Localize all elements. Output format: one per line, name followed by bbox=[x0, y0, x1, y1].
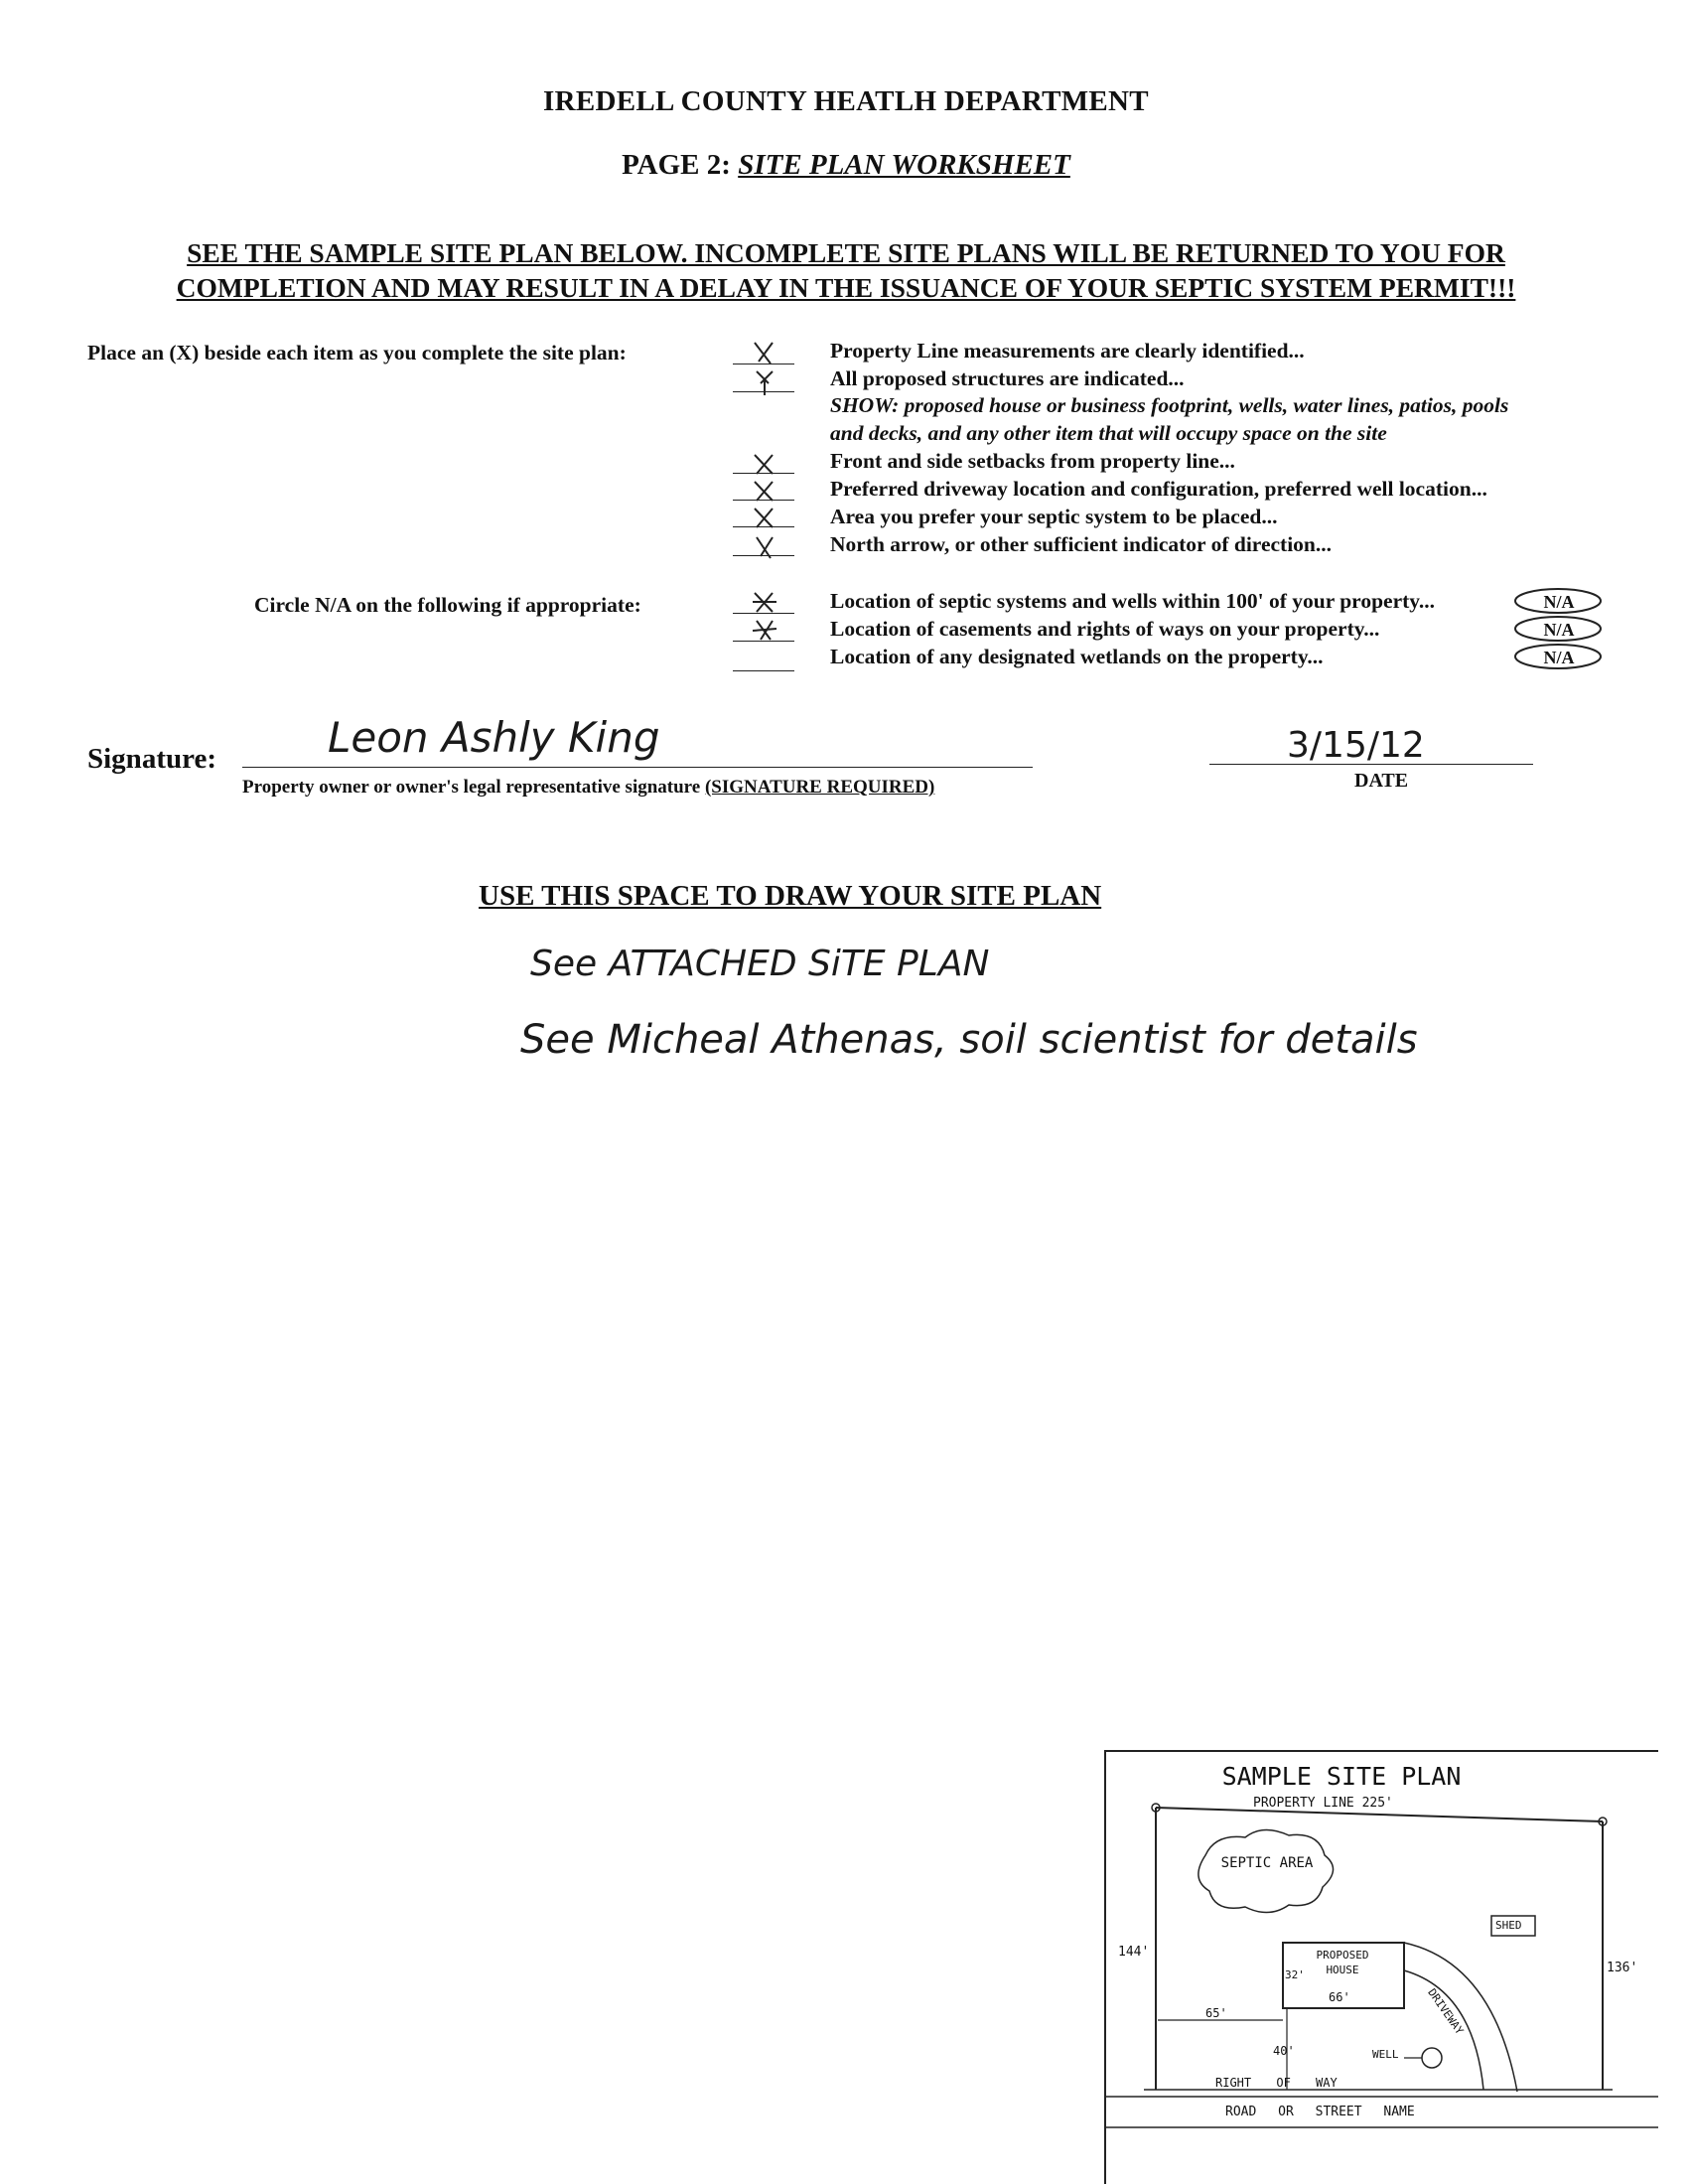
signature-caption-text: Property owner or owner's legal representative signature bbox=[242, 777, 701, 798]
warning-line-1: SEE THE SAMPLE SITE PLAN BELOW. INCOMPLETE SITE PLANS WILL BE RETURNED TO YOU FOR bbox=[187, 237, 1505, 268]
sample-house-label-2: HOUSE bbox=[1326, 1964, 1359, 1976]
checklist-item-show-note-2: and decks, and any other item that will occupy space on the site bbox=[830, 421, 1387, 445]
sample-shed-label: SHED bbox=[1495, 1919, 1522, 1932]
signature-required-note: (SIGNATURE REQUIRED) bbox=[704, 777, 935, 798]
sample-side-setback: 65' bbox=[1205, 2006, 1227, 2020]
sample-left-dimension: 144' bbox=[1118, 1945, 1150, 1960]
sample-front-setback: 40' bbox=[1273, 2044, 1295, 2058]
sample-road-label: ROAD OR STREET NAME bbox=[1225, 2105, 1415, 2119]
signature-line[interactable] bbox=[242, 767, 1033, 768]
na-item-wetlands: Location of any designated wetlands on the property... bbox=[830, 645, 1324, 668]
checklist-item-septic-area: Area you prefer your septic system to be placed... bbox=[830, 505, 1278, 528]
sample-right-of-way-label: RIGHT OF WAY bbox=[1215, 2076, 1338, 2090]
sample-house-label-1: PROPOSED bbox=[1316, 1949, 1369, 1962]
checklist-instruction: Place an (X) beside each item as you complete the site plan: bbox=[87, 341, 627, 364]
checklist-item-show-note-1: SHOW: proposed house or business footprint, wells, water lines, patios, pools bbox=[830, 393, 1509, 417]
date-label: DATE bbox=[1354, 770, 1409, 792]
signature-caption bbox=[242, 777, 934, 799]
checklist-item-property-line: Property Line measurements are clearly identified... bbox=[830, 339, 1305, 363]
x-mark-icon bbox=[747, 452, 780, 478]
na-item-easements: Location of casements and rights of ways on your property... bbox=[830, 617, 1380, 641]
checklist-item-structures: All proposed structures are indicated... bbox=[830, 366, 1185, 390]
x-mark-icon bbox=[747, 479, 780, 505]
department-title: IREDELL COUNTY HEATLH DEPARTMENT bbox=[543, 85, 1149, 117]
na-option-septic-wells[interactable] bbox=[1519, 589, 1599, 615]
na-option-easements[interactable] bbox=[1519, 617, 1599, 643]
handwritten-note-attached: See ATTACHED SiTE PLAN bbox=[530, 944, 990, 984]
x-mark-icon bbox=[747, 618, 780, 644]
sample-right-dimension: 136' bbox=[1607, 1961, 1638, 1975]
sample-property-line-label: PROPERTY LINE 225' bbox=[1253, 1796, 1393, 1811]
na-label: N/A bbox=[1543, 592, 1575, 612]
date-handwriting: 3/15/12 bbox=[1287, 725, 1425, 766]
na-label: N/A bbox=[1543, 620, 1575, 640]
warning-line-2: COMPLETION AND MAY RESULT IN A DELAY IN THE ISSUANCE OF YOUR SEPTIC SYSTEM PERMIT!!! bbox=[176, 272, 1516, 303]
handwritten-note-scientist: See Micheal Athenas, soil scientist for details bbox=[520, 1017, 1418, 1063]
page-title bbox=[0, 149, 1692, 182]
sample-house-depth: 32' bbox=[1285, 1968, 1305, 1981]
sample-site-plan bbox=[1104, 1750, 1658, 2184]
na-option-wetlands[interactable] bbox=[1519, 645, 1599, 670]
checklist-item-north-arrow: North arrow, or other sufficient indicator of direction... bbox=[830, 532, 1332, 556]
sample-well-label: WELL bbox=[1372, 2048, 1399, 2061]
signature-label: Signature: bbox=[87, 743, 216, 775]
x-mark-icon bbox=[747, 369, 780, 395]
page-prefix: PAGE 2: bbox=[622, 149, 731, 181]
sample-septic-label: SEPTIC AREA bbox=[1220, 1855, 1314, 1871]
checkbox-line-wetlands[interactable] bbox=[733, 670, 794, 671]
sample-plan-title: SAMPLE SITE PLAN bbox=[1221, 1762, 1462, 1791]
sample-driveway-label: DRIVEWAY bbox=[1425, 1986, 1467, 2037]
draw-section-heading: USE THIS SPACE TO DRAW YOUR SITE PLAN bbox=[479, 880, 1102, 912]
na-item-septic-wells: Location of septic systems and wells within 100' of your property... bbox=[830, 589, 1435, 613]
x-mark-icon bbox=[747, 340, 780, 365]
x-mark-icon bbox=[747, 534, 780, 560]
na-label: N/A bbox=[1543, 648, 1575, 667]
page-title-text: SITE PLAN WORKSHEET bbox=[738, 149, 1070, 181]
checklist-item-setbacks: Front and side setbacks from property line... bbox=[830, 449, 1235, 473]
x-mark-icon bbox=[747, 506, 780, 531]
na-instruction: Circle N/A on the following if appropriate: bbox=[254, 593, 641, 617]
checklist-item-driveway: Preferred driveway location and configuration, preferred well location... bbox=[830, 477, 1487, 501]
signature-handwriting: Leon Ashly King bbox=[328, 713, 660, 762]
sample-house-width: 66' bbox=[1329, 1990, 1350, 2004]
x-mark-icon bbox=[747, 590, 780, 616]
